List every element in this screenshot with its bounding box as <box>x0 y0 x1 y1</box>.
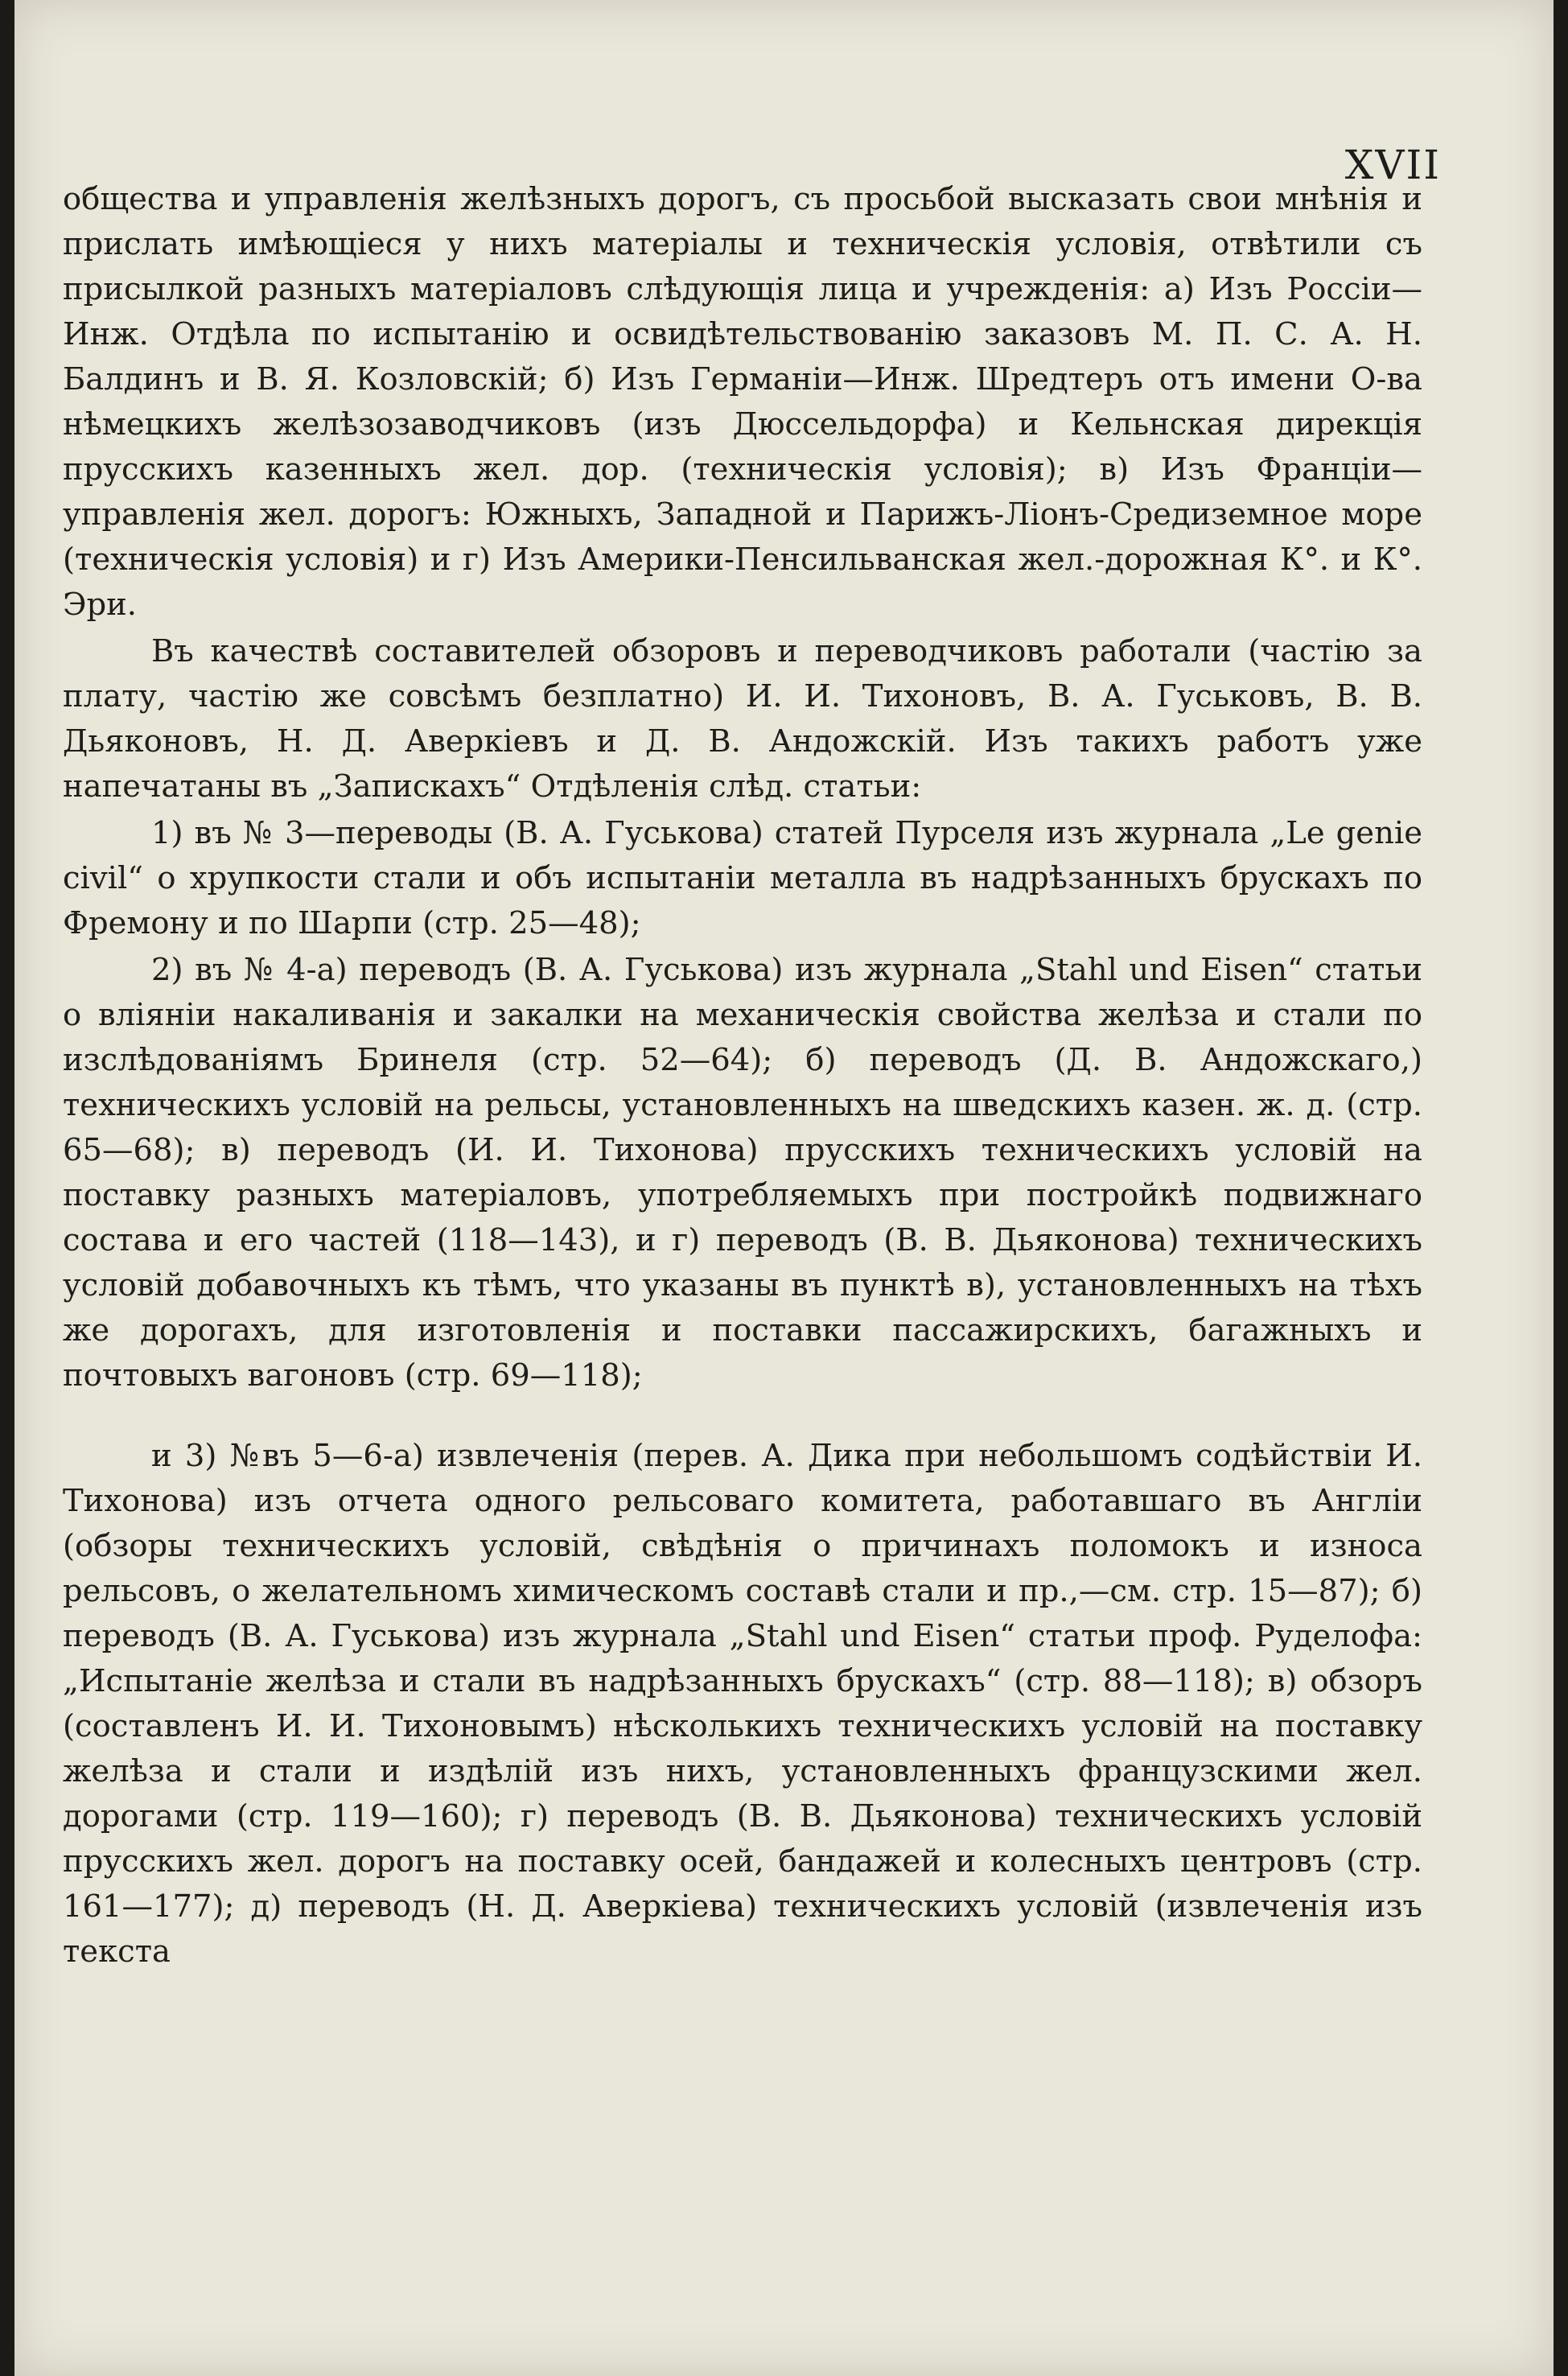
book-page <box>14 0 1554 2376</box>
list-item-2: 2) въ № 4-а) переводъ (В. А. Гуськова) изъ журнала „Stahl und Eisen“ статьи о вліяніи накаливанія и закалки на механическія свойства желѣза и стали по изслѣдованіямъ Бринеля (стр. 52—64); б) переводъ (Д. В. Андожскаго,) техническихъ условій на рельсы, установленныхъ на шведскихъ казен. ж. д. (стр. 65—68); в) переводъ (И. И. Тихонова) прусскихъ техническихъ условій на поставку разныхъ матеріаловъ, употребляемыхъ при постройкѣ подвижнаго состава и его частей (118—143), и г) переводъ (В. В. Дьяконова) техническихъ условій добавочныхъ къ тѣмъ, что указаны въ пунктѣ в), установленныхъ на тѣхъ же дорогахъ, для изготовленія и поставки пассажирскихъ, багажныхъ и почтовыхъ вагоновъ (стр. 69—118); <box>63 952 1422 1394</box>
paragraph-translators: Въ качествѣ составителей обзоровъ и переводчиковъ работали (частію за плату, частію же совсѣмъ безплатно) И. И. Тихоновъ, В. А. Гуськовъ, В. В. Дьяконовъ, Н. Д. Аверкіевъ и Д. В. Андожскій. Изъ такихъ работъ уже напечатаны въ „Запискахъ“ Отдѣленія слѣд. статьи: <box>63 633 1422 805</box>
page-number: XVII <box>1344 142 1441 188</box>
text-body <box>63 177 1422 1975</box>
paragraph-continued: общества и управленія желѣзныхъ дорогъ, съ просьбой высказать свои мнѣнія и прислать имѣющіеся у нихъ матеріалы и техническія условія, отвѣтили съ присылкой разныхъ матеріаловъ слѣдующія лица и учрежденія: а) Изъ Россіи—Инж. Отдѣла по испытанію и освидѣтельствованію заказовъ М. П. С. А. Н. Балдинъ и В. Я. Козловскій; б) Изъ Германіи—Инж. Шредтеръ отъ имени О-ва нѣмецкихъ желѣзозаводчиковъ (изъ Дюссельдорфа) и Кельнская дирекція прусскихъ казенныхъ жел. дор. (техническія условія); в) Изъ Франціи—управленія жел. дорогъ: Южныхъ, Западной и Парижъ-Ліонъ-Средиземное море (техническія условія) и г) Изъ Америки-Пенсильванская жел.-дорожная К°. и К°. Эри. <box>63 181 1422 623</box>
list-item-1: 1) въ № 3—переводы (В. А. Гуськова) статей Пурселя изъ журнала „Le genie civil“ о хрупкости стали и объ испытаніи металла въ надрѣзанныхъ брускахъ по Фремону и по Шарпи (стр. 25—48); <box>63 815 1422 941</box>
list-item-3: и 3) №въ 5—6-а) извлеченія (перев. А. Дика при небольшомъ содѣйствіи И. Тихонова) изъ отчета одного рельсоваго комитета, работавшаго въ Англіи (обзоры техническихъ условій, свѣдѣнія о причинахъ поломокъ и износа рельсовъ, о желательномъ химическомъ составѣ стали и пр.,—см. стр. 15—87); б) переводъ (В. А. Гуськова) изъ журнала „Stahl und Eisen“ статьи проф. Руделофа: „Испытаніе желѣза и стали въ надрѣзанныхъ брускахъ“ (стр. 88—118); в) обзоръ (составленъ И. И. Тихоновымъ) нѣсколькихъ техническихъ условій на поставку желѣза и стали и издѣлій изъ нихъ, установленныхъ французскими жел. дорогами (стр. 119—160); г) переводъ (В. В. Дьяконова) техническихъ условій прусскихъ жел. дорогъ на поставку осей, бандажей и колесныхъ центровъ (стр. 161—177); д) переводъ (Н. Д. Аверкіева) техническихъ условій (извлеченія изъ текста <box>63 1438 1422 1970</box>
